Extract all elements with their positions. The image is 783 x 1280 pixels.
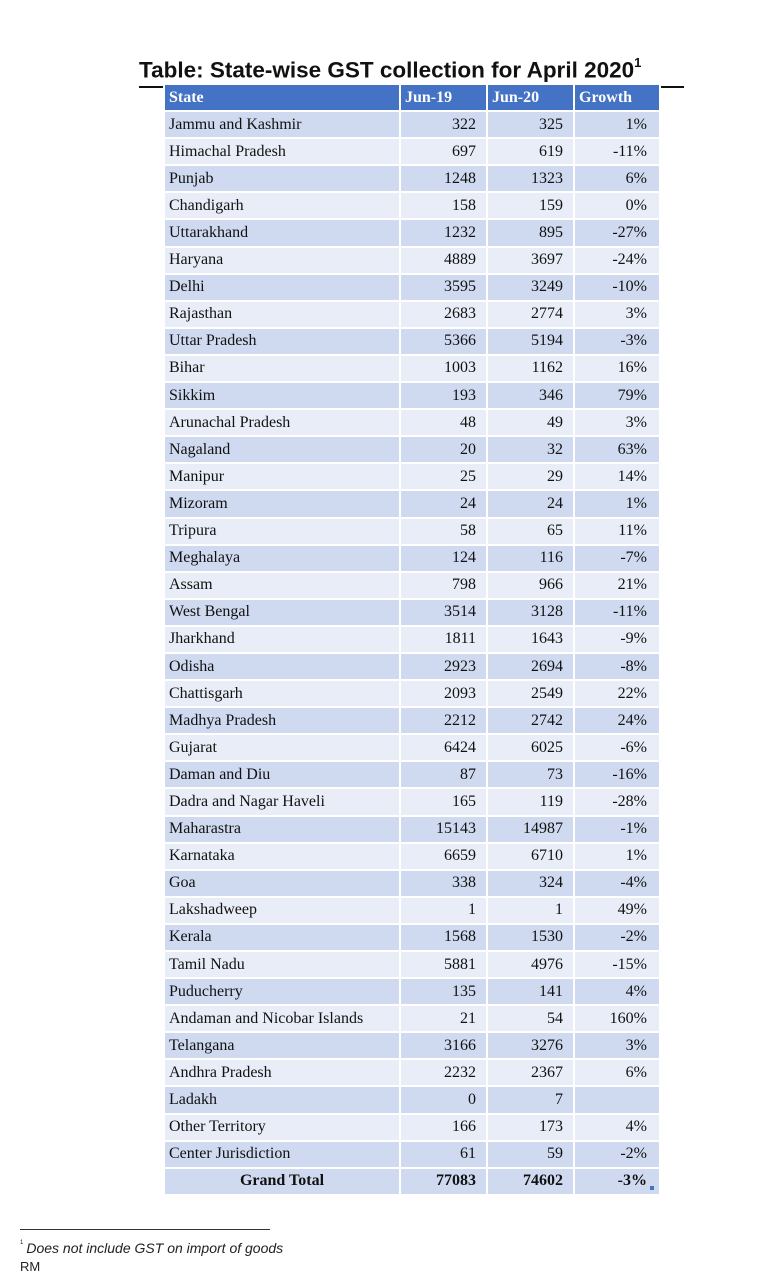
jun-20-cell: 116 xyxy=(487,545,574,572)
state-cell: Other Territory xyxy=(164,1114,400,1141)
state-cell: Jammu and Kashmir xyxy=(164,111,400,138)
jun-19-cell: 3166 xyxy=(400,1032,487,1059)
table-row xyxy=(164,978,660,1005)
jun-20-cell: 2774 xyxy=(487,301,574,328)
table-row xyxy=(164,626,660,653)
footnote-divider xyxy=(20,1229,270,1230)
jun-20-cell: 6710 xyxy=(487,843,574,870)
jun-20-cell: 1643 xyxy=(487,626,574,653)
growth-cell: 3% xyxy=(574,301,660,328)
table-row xyxy=(164,1086,660,1113)
table-row xyxy=(164,274,660,301)
jun-20-cell: 119 xyxy=(487,788,574,815)
jun-20-cell: 4976 xyxy=(487,951,574,978)
jun-20-cell: 3249 xyxy=(487,274,574,301)
state-cell: Delhi xyxy=(164,274,400,301)
jun-19-cell: 2232 xyxy=(400,1059,487,1086)
state-cell: Maharastra xyxy=(164,816,400,843)
growth-cell: 21% xyxy=(574,572,660,599)
table-row xyxy=(164,599,660,626)
table-row xyxy=(164,572,660,599)
jun-19-cell: 58 xyxy=(400,518,487,545)
jun-20-cell: 2549 xyxy=(487,680,574,707)
jun-20-cell: 7 xyxy=(487,1086,574,1113)
table-row xyxy=(164,788,660,815)
table-row xyxy=(164,301,660,328)
growth-cell: 0% xyxy=(574,192,660,219)
jun-20-cell: 49 xyxy=(487,409,574,436)
state-cell: West Bengal xyxy=(164,599,400,626)
jun-20-cell: 65 xyxy=(487,518,574,545)
jun-19-cell: 21 xyxy=(400,1005,487,1032)
growth-cell: 3% xyxy=(574,409,660,436)
state-cell: Andhra Pradesh xyxy=(164,1059,400,1086)
state-cell: Tripura xyxy=(164,518,400,545)
state-cell: Puducherry xyxy=(164,978,400,1005)
growth-cell: 3% xyxy=(574,1032,660,1059)
growth-cell: -2% xyxy=(574,924,660,951)
table-title xyxy=(139,50,684,88)
header-growth: Growth xyxy=(574,84,660,111)
header-jun-19: Jun-19 xyxy=(400,84,487,111)
state-cell: Jharkhand xyxy=(164,626,400,653)
jun-19-cell: 1 xyxy=(400,897,487,924)
jun-20-cell: 1323 xyxy=(487,165,574,192)
state-cell: Goa xyxy=(164,870,400,897)
growth-cell xyxy=(574,1086,660,1113)
growth-cell: -11% xyxy=(574,138,660,165)
table-row xyxy=(164,1059,660,1086)
grand-total-jun-20: 74602 xyxy=(487,1168,574,1195)
table-row xyxy=(164,436,660,463)
jun-19-cell: 87 xyxy=(400,761,487,788)
jun-19-cell: 124 xyxy=(400,545,487,572)
state-cell: Daman and Diu xyxy=(164,761,400,788)
growth-cell: -7% xyxy=(574,545,660,572)
footnote-marker: 1 xyxy=(20,1240,24,1247)
jun-19-cell: 48 xyxy=(400,409,487,436)
state-cell: Madhya Pradesh xyxy=(164,707,400,734)
growth-cell: 4% xyxy=(574,978,660,1005)
growth-cell: 1% xyxy=(574,843,660,870)
jun-19-cell: 1232 xyxy=(400,219,487,246)
growth-cell: -16% xyxy=(574,761,660,788)
jun-19-cell: 1568 xyxy=(400,924,487,951)
table-row xyxy=(164,247,660,274)
growth-cell: -11% xyxy=(574,599,660,626)
state-cell: Mizoram xyxy=(164,490,400,517)
header-state: State xyxy=(164,84,400,111)
jun-20-cell: 325 xyxy=(487,111,574,138)
table-row xyxy=(164,680,660,707)
table-row xyxy=(164,707,660,734)
growth-cell: 16% xyxy=(574,355,660,382)
growth-cell: -24% xyxy=(574,247,660,274)
jun-19-cell: 158 xyxy=(400,192,487,219)
jun-20-cell: 1 xyxy=(487,897,574,924)
jun-20-cell: 619 xyxy=(487,138,574,165)
state-cell: Odisha xyxy=(164,653,400,680)
grand-total-row xyxy=(164,1168,660,1195)
growth-cell: -2% xyxy=(574,1141,660,1168)
state-cell: Center Jurisdiction xyxy=(164,1141,400,1168)
jun-19-cell: 165 xyxy=(400,788,487,815)
jun-20-cell: 32 xyxy=(487,436,574,463)
jun-19-cell: 2212 xyxy=(400,707,487,734)
state-cell: Uttarakhand xyxy=(164,219,400,246)
growth-cell: -8% xyxy=(574,653,660,680)
state-cell: Himachal Pradesh xyxy=(164,138,400,165)
jun-20-cell: 1162 xyxy=(487,355,574,382)
jun-19-cell: 6424 xyxy=(400,734,487,761)
grand-total-growth: -3% xyxy=(574,1168,660,1195)
jun-20-cell: 5194 xyxy=(487,328,574,355)
growth-cell: -1% xyxy=(574,816,660,843)
table-row xyxy=(164,816,660,843)
growth-cell: 4% xyxy=(574,1114,660,1141)
growth-cell: 24% xyxy=(574,707,660,734)
growth-cell: 6% xyxy=(574,1059,660,1086)
grand-total-jun-19: 77083 xyxy=(400,1168,487,1195)
growth-cell: -9% xyxy=(574,626,660,653)
state-cell: Punjab xyxy=(164,165,400,192)
jun-19-cell: 2923 xyxy=(400,653,487,680)
jun-19-cell: 3514 xyxy=(400,599,487,626)
growth-cell: 22% xyxy=(574,680,660,707)
state-cell: Bihar xyxy=(164,355,400,382)
table-row xyxy=(164,1114,660,1141)
jun-20-cell: 73 xyxy=(487,761,574,788)
jun-19-cell: 1248 xyxy=(400,165,487,192)
table-row xyxy=(164,111,660,138)
jun-19-cell: 3595 xyxy=(400,274,487,301)
table-row xyxy=(164,490,660,517)
jun-19-cell: 338 xyxy=(400,870,487,897)
state-cell: Telangana xyxy=(164,1032,400,1059)
table-row xyxy=(164,355,660,382)
growth-cell: -15% xyxy=(574,951,660,978)
jun-19-cell: 20 xyxy=(400,436,487,463)
jun-20-cell: 895 xyxy=(487,219,574,246)
state-cell: Dadra and Nagar Haveli xyxy=(164,788,400,815)
growth-cell: 79% xyxy=(574,382,660,409)
growth-cell: -4% xyxy=(574,870,660,897)
jun-20-cell: 3128 xyxy=(487,599,574,626)
jun-19-cell: 24 xyxy=(400,490,487,517)
growth-cell: -27% xyxy=(574,219,660,246)
jun-20-cell: 966 xyxy=(487,572,574,599)
table-row xyxy=(164,328,660,355)
jun-20-cell: 1530 xyxy=(487,924,574,951)
state-cell: Manipur xyxy=(164,463,400,490)
table-header-row xyxy=(164,84,660,111)
jun-19-cell: 25 xyxy=(400,463,487,490)
table-row xyxy=(164,734,660,761)
jun-20-cell: 14987 xyxy=(487,816,574,843)
jun-19-cell: 697 xyxy=(400,138,487,165)
growth-cell: -3% xyxy=(574,328,660,355)
growth-cell: 6% xyxy=(574,165,660,192)
table-row xyxy=(164,138,660,165)
state-cell: Nagaland xyxy=(164,436,400,463)
table-row xyxy=(164,192,660,219)
growth-cell: -6% xyxy=(574,734,660,761)
jun-20-cell: 173 xyxy=(487,1114,574,1141)
jun-19-cell: 2093 xyxy=(400,680,487,707)
state-cell: Chattisgarh xyxy=(164,680,400,707)
jun-19-cell: 135 xyxy=(400,978,487,1005)
state-cell: Chandigarh xyxy=(164,192,400,219)
state-cell: Sikkim xyxy=(164,382,400,409)
growth-cell: 160% xyxy=(574,1005,660,1032)
table-row xyxy=(164,165,660,192)
state-cell: Andaman and Nicobar Islands xyxy=(164,1005,400,1032)
jun-20-cell: 24 xyxy=(487,490,574,517)
table-row xyxy=(164,463,660,490)
growth-cell: 14% xyxy=(574,463,660,490)
growth-cell: 1% xyxy=(574,490,660,517)
growth-cell: -10% xyxy=(574,274,660,301)
table-title-text: Table: State-wise GST collection for April 2020 xyxy=(139,57,635,83)
table-resize-handle xyxy=(650,1186,654,1190)
table-row xyxy=(164,382,660,409)
table-row xyxy=(164,653,660,680)
state-cell: Arunachal Pradesh xyxy=(164,409,400,436)
jun-20-cell: 59 xyxy=(487,1141,574,1168)
state-cell: Kerala xyxy=(164,924,400,951)
footnote xyxy=(20,1240,283,1256)
table-row xyxy=(164,897,660,924)
jun-20-cell: 324 xyxy=(487,870,574,897)
growth-cell: 49% xyxy=(574,897,660,924)
jun-19-cell: 1811 xyxy=(400,626,487,653)
jun-19-cell: 4889 xyxy=(400,247,487,274)
jun-19-cell: 5881 xyxy=(400,951,487,978)
grand-total-label: Grand Total xyxy=(164,1168,400,1195)
state-cell: Uttar Pradesh xyxy=(164,328,400,355)
state-cell: Gujarat xyxy=(164,734,400,761)
state-cell: Haryana xyxy=(164,247,400,274)
footnote-text: Does not include GST on import of goods xyxy=(26,1240,284,1256)
jun-19-cell: 798 xyxy=(400,572,487,599)
state-cell: Assam xyxy=(164,572,400,599)
jun-20-cell: 2694 xyxy=(487,653,574,680)
jun-19-cell: 322 xyxy=(400,111,487,138)
state-cell: Ladakh xyxy=(164,1086,400,1113)
jun-20-cell: 3276 xyxy=(487,1032,574,1059)
jun-19-cell: 2683 xyxy=(400,301,487,328)
gst-table xyxy=(163,83,661,1196)
jun-20-cell: 54 xyxy=(487,1005,574,1032)
state-cell: Karnataka xyxy=(164,843,400,870)
footnote-reference: 1 xyxy=(634,55,642,70)
jun-20-cell: 346 xyxy=(487,382,574,409)
jun-20-cell: 6025 xyxy=(487,734,574,761)
table-row xyxy=(164,518,660,545)
jun-19-cell: 0 xyxy=(400,1086,487,1113)
table-row xyxy=(164,409,660,436)
table-row xyxy=(164,951,660,978)
table-row xyxy=(164,1141,660,1168)
jun-20-cell: 2742 xyxy=(487,707,574,734)
jun-19-cell: 6659 xyxy=(400,843,487,870)
header-jun-20: Jun-20 xyxy=(487,84,574,111)
growth-cell: 1% xyxy=(574,111,660,138)
jun-20-cell: 159 xyxy=(487,192,574,219)
table-row xyxy=(164,545,660,572)
table-row xyxy=(164,1032,660,1059)
state-cell: Lakshadweep xyxy=(164,897,400,924)
jun-19-cell: 61 xyxy=(400,1141,487,1168)
table-row xyxy=(164,219,660,246)
jun-20-cell: 29 xyxy=(487,463,574,490)
table-row xyxy=(164,924,660,951)
state-cell: Tamil Nadu xyxy=(164,951,400,978)
growth-cell: -28% xyxy=(574,788,660,815)
jun-19-cell: 1003 xyxy=(400,355,487,382)
table-row xyxy=(164,1005,660,1032)
table-row xyxy=(164,843,660,870)
table-row xyxy=(164,761,660,788)
jun-20-cell: 3697 xyxy=(487,247,574,274)
table-row xyxy=(164,870,660,897)
jun-20-cell: 141 xyxy=(487,978,574,1005)
author-initials: RM xyxy=(20,1259,41,1274)
growth-cell: 11% xyxy=(574,518,660,545)
growth-cell: 63% xyxy=(574,436,660,463)
state-cell: Rajasthan xyxy=(164,301,400,328)
jun-19-cell: 166 xyxy=(400,1114,487,1141)
jun-20-cell: 2367 xyxy=(487,1059,574,1086)
state-cell: Meghalaya xyxy=(164,545,400,572)
jun-19-cell: 15143 xyxy=(400,816,487,843)
jun-19-cell: 5366 xyxy=(400,328,487,355)
jun-19-cell: 193 xyxy=(400,382,487,409)
